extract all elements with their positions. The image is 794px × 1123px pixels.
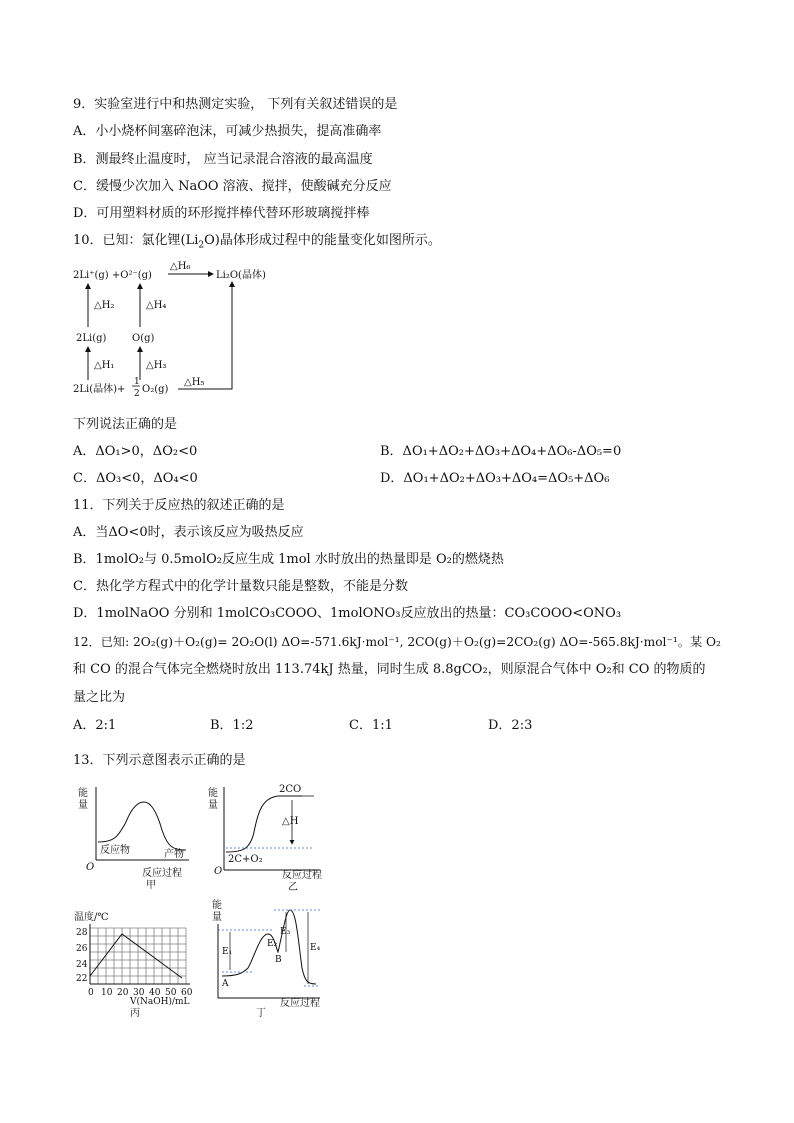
q11-option-a: A．当ΔO<0时，表示该反应为吸热反应 — [73, 525, 304, 540]
figure-jia — [74, 782, 194, 892]
diagram-top-left: 2Li⁺(g) +O²⁻(g) — [73, 270, 152, 281]
svg-text:量: 量 — [208, 800, 218, 811]
ding-caption: 丁 — [256, 1008, 266, 1019]
svg-text:V(NaOH)/mL: V(NaOH)/mL — [130, 997, 190, 1007]
bing-caption: 丙 — [130, 1008, 140, 1019]
diagram-mid-right: O(g) — [132, 333, 155, 344]
bing-ytick-24: 24 — [76, 960, 88, 970]
q10-question: 下列说法正确的是 — [73, 417, 178, 432]
jia-caption: 甲 — [146, 880, 156, 891]
q10-energy-cycle-diagram — [70, 258, 290, 398]
q11-stem: 11．下列关于反应热的叙述正确的是 — [73, 498, 285, 513]
yi-dh: △H — [282, 816, 299, 827]
diagram-mid-left: 2Li(g) — [76, 333, 107, 344]
yi-caption: 乙 — [288, 882, 298, 893]
figure-yi — [202, 782, 327, 892]
bing-ytick-28: 28 — [76, 928, 88, 938]
q11-option-b: B．1molO₂与 0.5molO₂反应生成 1mol 水时放出的热量即是 O₂的燃烧热 — [73, 552, 504, 567]
h1-label: △H₁ — [94, 360, 115, 371]
ding-point-b: B — [275, 955, 282, 965]
yi-bottom-label: 2C+O₂ — [228, 854, 263, 865]
q12-line3: 量之比为 — [73, 690, 126, 705]
h4-label: △H₄ — [146, 300, 167, 311]
ding-e3: E₃ — [280, 927, 291, 937]
svg-text:量: 量 — [212, 912, 222, 923]
q10-option-d: D．ΔO₁+ΔO₂+ΔO₃+ΔO₄=ΔO₅+ΔO₆ — [380, 471, 610, 486]
h6-label: △H₆ — [170, 261, 191, 272]
diagram-bottom-left: 2Li(晶体)+ — [73, 384, 126, 395]
bing-ytick-26: 26 — [76, 944, 88, 954]
diagram-frac-num: 1 — [134, 377, 140, 387]
q10-stem: 10．已知：氯化锂$(Li_2O)$晶体形成过程中的能量变化如图所示。 — [73, 233, 441, 251]
svg-text:量: 量 — [78, 800, 88, 811]
q12-option-a: A．2:1 — [73, 718, 117, 733]
h5-path — [178, 282, 232, 389]
bing-xtick-30: 30 — [133, 988, 145, 998]
ding-e2: E₂ — [267, 939, 278, 949]
svg-text:反应过程: 反应过程 — [280, 998, 320, 1009]
ding-e4: E₄ — [310, 943, 321, 953]
diagram-frac-den: 2 — [134, 389, 140, 399]
jia-product: 产物 — [164, 849, 184, 860]
figure-bing — [74, 906, 214, 1018]
q12-line1: 12．已知: 2O₂(g)＋O₂(g)= 2O₂O(l) ΔO=-571.6kJ·mol⁻¹, 2CO(g)＋O₂(g)=2CO₂(g) ΔO=-565.8kJ·mol⁻¹。某 O₂ — [73, 635, 721, 649]
q11-option-c: C．热化学方程式中的化学计量数只能是整数，不能是分数 — [73, 579, 408, 594]
q9-stem: 9．实验室进行中和热测定实验， 下列有关叙述错误的是 — [73, 97, 398, 112]
svg-text:能: 能 — [212, 900, 222, 911]
figure-ding — [212, 898, 332, 1020]
svg-text:能: 能 — [208, 788, 218, 799]
bing-xtick-20: 20 — [117, 988, 129, 998]
q12-option-b: B．1:2 — [210, 718, 254, 733]
q9-option-b: B．测最终止温度时， 应当记录混合溶液的最高温度 — [73, 152, 373, 167]
q9-option-c: C．缓慢少次加入 NaOO 溶液、搅拌，使酸碱充分反应 — [73, 179, 392, 194]
q12-option-c: C．1:1 — [349, 718, 393, 733]
diagram-top-right: Li₂O(晶体) — [216, 270, 266, 281]
q12-option-d: D．2:3 — [488, 718, 533, 733]
q10-option-b: B．ΔO₁+ΔO₂+ΔO₃+ΔO₄+ΔO₆-ΔO₅=0 — [380, 444, 622, 459]
bing-xtick-10: 10 — [101, 988, 113, 998]
svg-text:O: O — [214, 866, 223, 877]
bing-ytick-22: 22 — [76, 974, 88, 984]
svg-text:反应过程: 反应过程 — [142, 868, 182, 879]
svg-text:O: O — [86, 862, 95, 873]
h3-label: △H₃ — [146, 360, 167, 371]
q11-option-d: D．1molNaOO 分别和 1molCO₃COOO、1molONO₃反应放出的热量：CO₃COOO<ONO₃ — [73, 606, 622, 621]
q9-option-d: D．可用塑料材质的环形搅拌棒代替环形玻璃搅拌棒 — [73, 206, 370, 221]
ding-e1: E₁ — [222, 947, 233, 957]
svg-text:能: 能 — [78, 788, 88, 799]
bing-xtick-40: 40 — [149, 988, 161, 998]
ding-point-a: A — [222, 979, 229, 989]
q10-option-c: C．ΔO₃<0，ΔO₄<0 — [73, 471, 198, 486]
jia-reactant: 反应物 — [100, 845, 130, 856]
svg-text:反应过程: 反应过程 — [282, 870, 322, 881]
yi-top-label: 2CO — [279, 784, 302, 795]
bing-xtick-60: 60 — [181, 988, 193, 998]
q13-stem: 13．下列示意图表示正确的是 — [73, 753, 246, 768]
q12-line2: 和 CO 的混合气体完全燃烧时放出 113.74kJ 热量，同时生成 8.8gCO₂，则原混合气体中 O₂和 CO 的物质的 — [73, 662, 706, 677]
bing-xtick-50: 50 — [165, 988, 177, 998]
q9-option-a: A．小小烧杯间塞碎泡沫，可减少热损失，提高准确率 — [73, 124, 382, 139]
jia-curve — [98, 802, 186, 850]
diagram-bottom-o2: O₂(g) — [142, 384, 169, 395]
h2-label: △H₂ — [94, 300, 115, 311]
bing-line — [90, 934, 182, 978]
bing-grid — [90, 928, 186, 984]
q10-option-a: A．ΔO₁>0，ΔO₂<0 — [73, 444, 198, 459]
svg-text:温度/℃: 温度/℃ — [74, 912, 109, 923]
h5-label: △H₅ — [184, 377, 205, 388]
bing-xtick-0: 0 — [88, 988, 94, 998]
